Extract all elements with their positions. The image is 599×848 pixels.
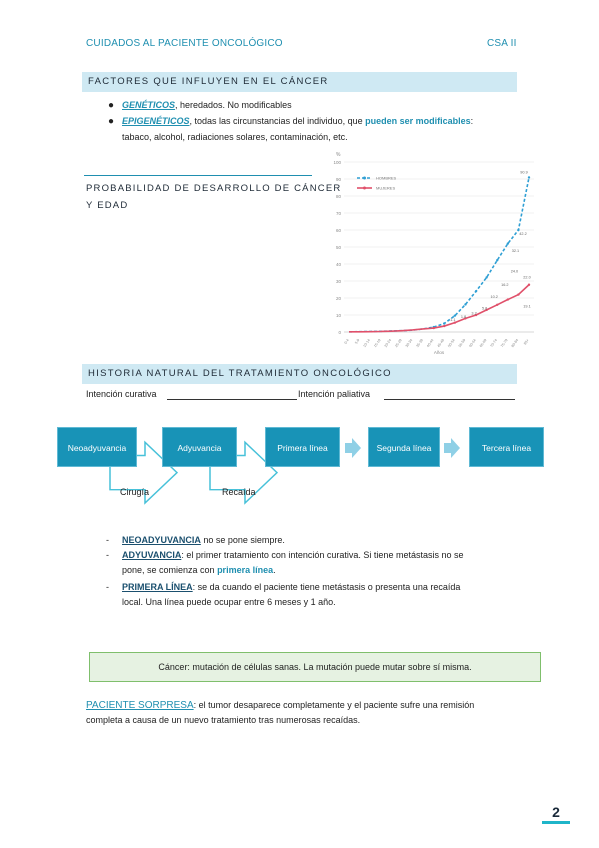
page-number-underline xyxy=(542,821,570,824)
data-point xyxy=(507,298,509,300)
x-tick-label: 50-54 xyxy=(447,338,456,349)
y-tick-label: 60 xyxy=(335,228,341,233)
data-point xyxy=(464,303,466,305)
x-tick-label: 80-84 xyxy=(510,338,520,349)
x-tick-label: 60-64 xyxy=(468,338,477,349)
x-tick-label: 40-44 xyxy=(425,338,435,349)
dash-bullet: - xyxy=(106,535,109,545)
flow-box-neoadyuvancia: Neoadyuvancia xyxy=(57,427,137,467)
primera-linea-text-line2: local. Una línea puede ocupar entre 6 meses y 1 año. xyxy=(122,597,336,607)
bullet-epigeneticos xyxy=(108,114,522,129)
document-header-course: CSA II xyxy=(487,38,517,49)
term-primera-linea: PRIMERA LÍNEA xyxy=(122,582,193,592)
palliative-text: Intención paliativa xyxy=(298,389,371,399)
modifiable-highlight: pueden ser modificables xyxy=(365,116,471,126)
x-tick-label: 35-39 xyxy=(415,338,424,349)
section-heading-probability xyxy=(86,180,341,214)
small-arrow-1-icon xyxy=(345,438,361,458)
probability-title-line1: PROBABILIDAD DE DESARROLLO DE CÁNCER xyxy=(86,183,342,194)
definition-adyuvancia xyxy=(106,548,517,578)
curative-intent-label xyxy=(86,389,157,399)
bullet-dot-icon: ● xyxy=(108,116,115,127)
legend-marker xyxy=(363,177,366,180)
arrow-label-cirugia: Cirugía xyxy=(120,487,150,497)
y-unit-label: % xyxy=(336,152,341,158)
y-tick-label: 80 xyxy=(335,194,341,199)
data-point xyxy=(496,259,498,261)
x-tick-label: 45-49 xyxy=(436,338,446,349)
data-label: 10.2 xyxy=(490,295,498,300)
data-label: 1.1 xyxy=(450,318,456,323)
arrow-label-recaida: Recaída xyxy=(222,487,256,497)
chart-lines xyxy=(349,170,531,331)
curative-text: Intención curativa xyxy=(86,389,157,399)
x-tick-label: 25-29 xyxy=(394,338,403,349)
x-tick-label: 5-9 xyxy=(354,338,361,345)
section-heading-treatment: HISTORIA NATURAL DEL TRATAMIENTO ONCOLÓGICO xyxy=(82,364,517,384)
data-point xyxy=(528,176,530,178)
data-point xyxy=(517,293,519,295)
definition-neoadyuvancia xyxy=(106,533,517,548)
chart-axes xyxy=(333,152,534,355)
flow-box-primera-linea: Primera línea xyxy=(265,427,340,467)
term-epigeneticos: EPIGENÉTICOS xyxy=(122,116,190,126)
legend-label: HOMBRES xyxy=(376,175,397,181)
x-tick-label: 0-4 xyxy=(343,338,350,345)
probability-title-line2: Y EDAD xyxy=(86,200,129,211)
data-point xyxy=(528,284,530,286)
geneticos-text: , heredados. No modificables xyxy=(175,100,292,110)
x-tick-label: 65-69 xyxy=(478,338,488,349)
palliative-intent-label xyxy=(298,389,370,399)
bullet-dot-icon: ● xyxy=(108,100,115,111)
bullet-geneticos xyxy=(108,98,522,113)
data-point xyxy=(507,242,509,244)
data-label: 24.0 xyxy=(510,269,519,274)
sorpresa-text: : el tumor desaparece completamente y el paciente sufre una remisión xyxy=(193,700,475,710)
document-header-title: CUIDADOS AL PACIENTE ONCOLÓGICO xyxy=(86,38,283,49)
data-point xyxy=(517,229,519,231)
x-tick-label: 30-34 xyxy=(404,338,414,349)
data-point xyxy=(433,327,435,329)
data-label: 5.8 xyxy=(482,306,488,311)
data-point xyxy=(443,322,445,324)
section-divider-line xyxy=(84,175,312,176)
chart-legend xyxy=(357,176,397,191)
adyuvancia-text: : el primer tratamiento con intención curativa. Si tiene metástasis no se xyxy=(181,550,464,560)
dash-bullet: - xyxy=(106,582,109,592)
data-label: 22.0 xyxy=(523,275,531,280)
x-axis-label: Años xyxy=(433,350,445,355)
x-tick-label: 55-59 xyxy=(457,338,467,349)
sorpresa-text-line2: completa a causa de un nuevo tratamiento tras numerosas recaídas. xyxy=(86,715,361,725)
epigeneticos-examples: tabaco, alcohol, radiaciones solares, contaminación, etc. xyxy=(122,132,348,142)
palliative-line xyxy=(384,399,515,400)
dash-bullet: - xyxy=(106,550,109,560)
page-number: 2 xyxy=(552,804,560,820)
legend-label: MUJERES xyxy=(376,185,396,191)
y-tick-label: 90 xyxy=(335,177,341,182)
legend-marker xyxy=(363,187,366,190)
definition-primera-linea xyxy=(106,580,517,610)
epigeneticos-colon: : xyxy=(470,116,474,126)
data-label: 32.1 xyxy=(511,249,520,254)
chart-grid xyxy=(344,162,534,332)
primera-linea-highlight: primera línea xyxy=(217,565,274,575)
flow-box-segunda-linea: Segunda línea xyxy=(368,427,440,467)
data-point xyxy=(485,276,487,278)
data-label: 19.1 xyxy=(523,304,531,309)
x-tick-label: 75-79 xyxy=(500,338,509,349)
data-label: 42.2 xyxy=(519,232,527,237)
x-tick-label: 20-24 xyxy=(383,338,393,349)
curative-line xyxy=(167,399,297,400)
term-paciente-sorpresa: PACIENTE SORPRESA xyxy=(86,700,194,711)
primera-linea-text: : se da cuando el paciente tiene metástasis o presenta una recaída xyxy=(192,582,461,592)
cancer-probability-chart xyxy=(322,150,544,360)
y-tick-label: 50 xyxy=(335,245,341,250)
y-tick-label: 100 xyxy=(333,160,341,165)
small-arrow-2-icon xyxy=(444,438,460,458)
data-point xyxy=(454,314,456,316)
flow-box-tercera-linea: Tercera línea xyxy=(469,427,544,467)
x-tick-label: 15-19 xyxy=(373,338,382,349)
data-label: 90.9 xyxy=(520,170,528,175)
data-label: 16.2 xyxy=(501,283,509,288)
y-tick-label: 70 xyxy=(335,211,341,216)
term-neoadyuvancia: NEOADYUVANCIA xyxy=(122,535,201,545)
paciente-sorpresa-paragraph xyxy=(86,698,526,728)
note-box-cancer-definition: Cáncer: mutación de células sanas. La mutación puede mutar sobre sí misma. xyxy=(89,652,541,682)
adyuvancia-text-line2: pone, se comienza con xyxy=(122,565,218,575)
data-point xyxy=(443,325,445,327)
flow-box-adyuvancia: Adyuvancia xyxy=(162,427,237,467)
neoadyuvancia-text: no se pone siempre. xyxy=(200,535,285,545)
section-heading-factors: FACTORES QUE INFLUYEN EN EL CÁNCER xyxy=(82,72,517,92)
data-label: 3.2 xyxy=(471,311,477,316)
x-tick-label: 10-14 xyxy=(362,338,371,349)
y-tick-label: 10 xyxy=(335,313,341,318)
data-label: 1.8 xyxy=(460,314,467,319)
term-adyuvancia: ADYUVANCIA xyxy=(122,550,182,560)
adyuvancia-period: . xyxy=(273,565,276,575)
epigeneticos-text: , todas las circunstancias del individuo, que xyxy=(189,116,366,126)
y-tick-label: 20 xyxy=(335,296,341,301)
y-tick-label: 40 xyxy=(335,262,341,267)
y-tick-label: 0 xyxy=(338,330,341,335)
series-line-hombres xyxy=(349,177,529,331)
data-point xyxy=(475,290,477,292)
term-geneticos: GENÉTICOS xyxy=(122,100,176,110)
x-tick-label: 85+ xyxy=(523,338,530,346)
y-tick-label: 30 xyxy=(335,279,341,284)
x-tick-label: 70-74 xyxy=(489,338,499,349)
data-point xyxy=(496,304,498,306)
